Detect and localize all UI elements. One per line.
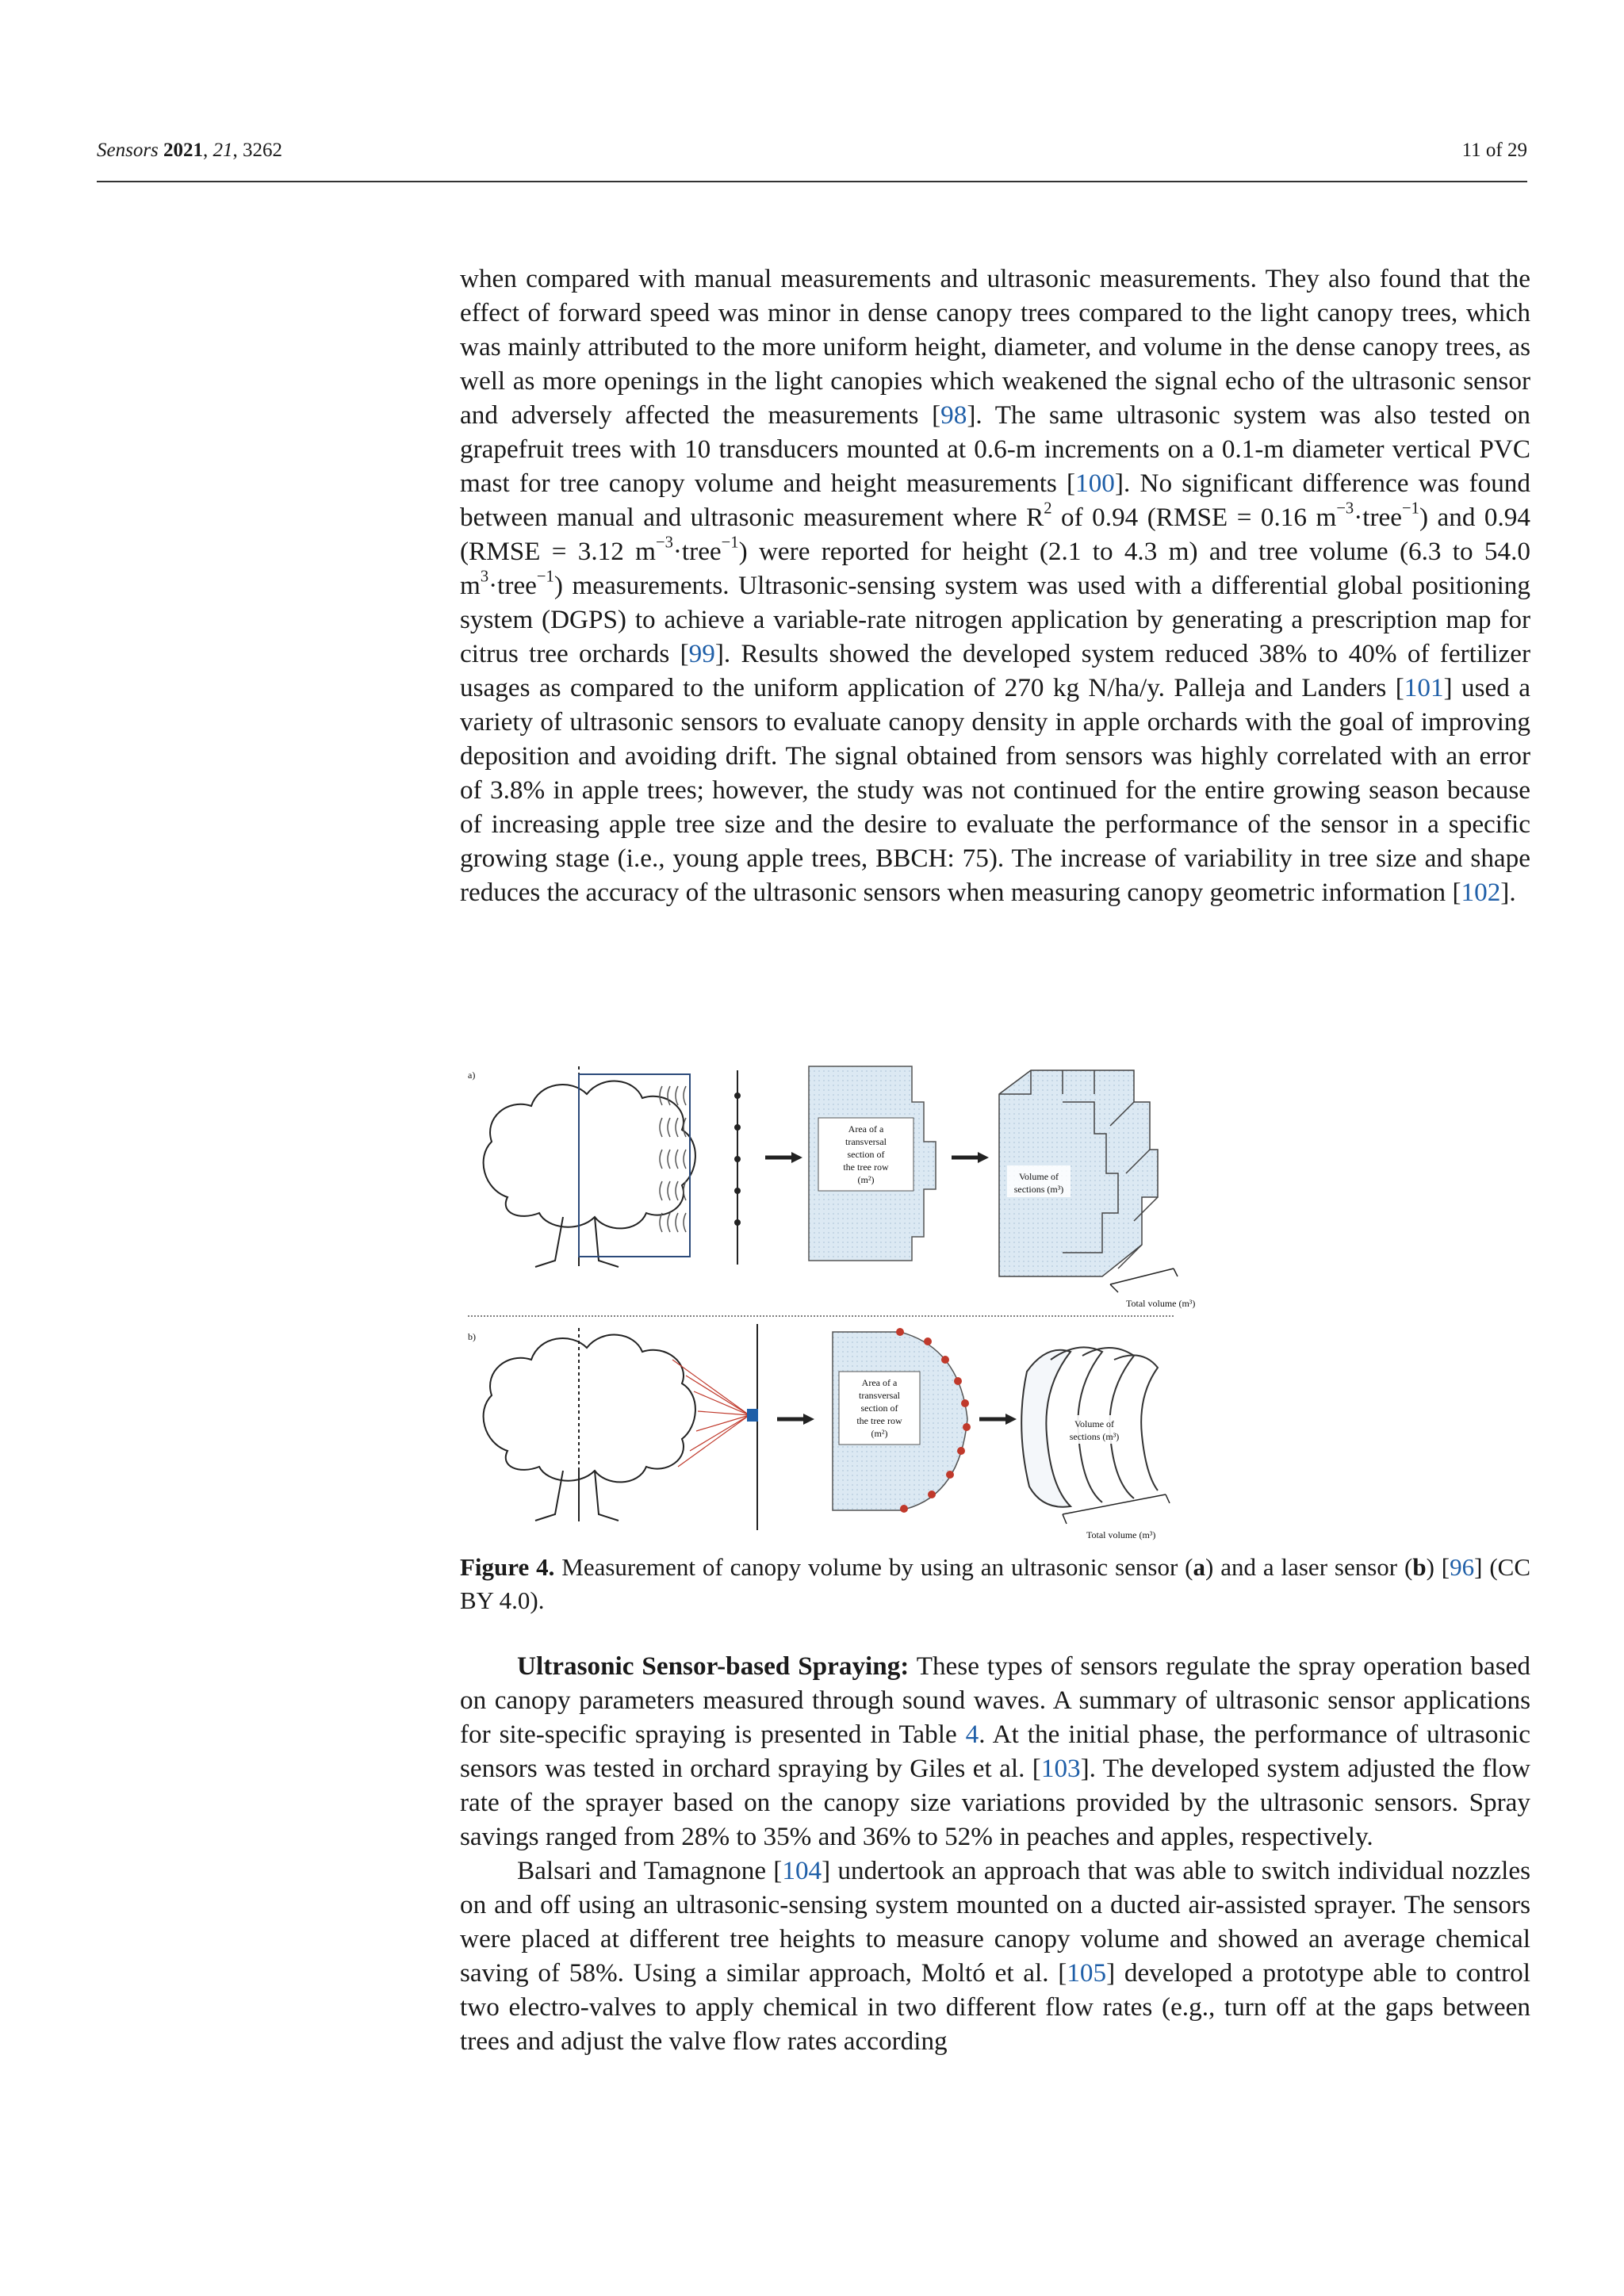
citation-link[interactable]: 96 <box>1450 1553 1475 1581</box>
citation-link[interactable]: 98 <box>940 400 967 430</box>
tree-icon <box>484 1335 695 1521</box>
page-number: 11 of 29 <box>1461 140 1527 161</box>
panel-label-b: b) <box>468 1331 476 1342</box>
caption-label: Figure 4. <box>460 1553 555 1581</box>
citation-link[interactable]: 100 <box>1075 469 1115 498</box>
citation-link[interactable]: 99 <box>688 639 715 668</box>
svg-text:Total volume (m³): Total volume (m³) <box>1086 1529 1156 1540</box>
citation-link[interactable]: 101 <box>1404 673 1444 702</box>
figure-caption: Figure 4. Measurement of canopy volume by using an ultrasonic sensor (a) and a laser sensor (b) [96] (CC BY 4.0). <box>460 1553 1530 1614</box>
canopy-volume-diagram <box>460 1054 1530 1546</box>
svg-text:the tree row: the tree row <box>856 1415 902 1426</box>
body-paragraph-3: Balsari and Tamagnone [104] undertook an approach that was able to switch individual nozzles on and off using an ultrasonic-sensing system mounted on a ducted air-assisted sprayer. The sensors were placed at different tree heights to measure canopy volume and showed an average chemical saving of 58%. Using a similar approach, Moltó et al. [105] developed a prototype able to control two electro-valves to apply chemical in two different flow rates (e.g., turn off at the gaps between trees and adjust the valve flow rates according <box>460 1856 1530 2056</box>
svg-text:Area of a: Area of a <box>848 1123 884 1135</box>
svg-text:Total volume (m³): Total volume (m³) <box>1126 1298 1196 1309</box>
section-ultrasonic-spraying <box>460 1649 1530 2058</box>
citation-link[interactable]: 102 <box>1461 878 1501 907</box>
table-link[interactable]: 4 <box>965 1720 979 1749</box>
section-heading: Ultrasonic Sensor-based Spraying: <box>517 1651 910 1681</box>
citation-link[interactable]: 105 <box>1067 1958 1107 1988</box>
journal-year: 2021 <box>163 140 204 161</box>
svg-text:the tree row: the tree row <box>843 1161 889 1173</box>
journal-volume: 21 <box>213 140 233 161</box>
article-number: 3262 <box>243 140 283 161</box>
svg-text:sections (m³): sections (m³) <box>1013 1184 1064 1195</box>
citation: Sensors 2021, 21, 3262 <box>97 140 283 161</box>
panel-label-a: a) <box>468 1070 476 1081</box>
journal-name: Sensors <box>97 140 159 161</box>
svg-text:transversal: transversal <box>845 1136 887 1147</box>
svg-text:section of: section of <box>847 1149 885 1160</box>
page-header <box>97 140 1527 182</box>
svg-text:transversal: transversal <box>859 1390 900 1401</box>
citation-link[interactable]: 103 <box>1040 1754 1081 1783</box>
svg-text:(m²): (m²) <box>871 1428 888 1439</box>
svg-text:(m²): (m²) <box>857 1174 875 1185</box>
laser-sensor-icon <box>747 1409 758 1422</box>
svg-text:sections (m³): sections (m³) <box>1069 1431 1120 1442</box>
body-paragraph-2: Ultrasonic Sensor-based Spraying: These types of sensors regulate the spray operation based on canopy parameters measured through sound waves. A summary of ultrasonic sensor applications for site-specific spraying is presented in Table 4. At the initial phase, the performance of ultrasonic sensors was tested in orchard spraying by Giles et al. [103]. The developed system adjusted the flow rate of the sprayer based on the canopy size variations provided by the ultrasonic sensors. Spray savings ranged from 28% to 35% and 36% to 52% in peaches and apples, respectively. <box>460 1651 1531 1851</box>
tree-icon <box>484 1081 695 1267</box>
svg-text:Volume of: Volume of <box>1074 1418 1115 1429</box>
body-paragraph-1: when compared with manual measurements and ultrasonic measurements. They also found that the effect of forward speed was minor in dense canopy trees compared to the light canopy trees, which was mainly attributed to the more uniform height, diameter, and volume in the dense canopy trees, as well as more openings in the light canopies which weakened the signal echo of the ultrasonic sensor and adversely affected the measurements [98]. The same ultrasonic system was also tested on grapefruit trees with 10 transducers mounted at 0.6-m increments on a 0.1-m diameter vertical PVC mast for tree canopy volume and height measurements [100]. No significant difference was found between manual and ultrasonic measurement where $R^2$ of 0.94 (RMSE = 0.16 $m^{-3}\cdot tree^{-1}$) and 0.94 (RMSE = 3.12 $m^{-3}\cdot tree^{-1}$) were reported for height (2.1 to 4.3 m) and tree volume (6.3 to 54.0 $m^3\cdot tree^{-1}$) measurements. Ultrasonic-sensing system was used with a differential global positioning system (DGPS) to achieve a variable-rate nitrogen application by generating a prescription map for citrus tree orchards [99]. Results showed the developed system reduced 38% to 40% of fertilizer usages as compared to the uniform application of 270 kg N/ha/y. Palleja and Landers [101] used a variety of ultrasonic sensors to evaluate canopy density in apple orchards with the goal of improving deposition and avoiding drift. The signal obtained from sensors was highly correlated with an error of 3.8% in apple trees; however, the study was not continued for the entire growing season because of increasing apple tree size and the desire to evaluate the performance of the sensor in a specific growing stage (i.e., young apple trees, BBCH: 75). The increase of variability in tree size and shape reduces the accuracy of the ultrasonic sensors when measuring canopy geometric information [102]. <box>460 264 1530 907</box>
svg-text:Area of a: Area of a <box>861 1377 898 1388</box>
citation-link[interactable]: 104 <box>782 1856 822 1885</box>
svg-text:Volume of: Volume of <box>1018 1171 1059 1182</box>
svg-text:section of: section of <box>860 1402 898 1414</box>
figure-4 <box>460 1054 1530 1546</box>
